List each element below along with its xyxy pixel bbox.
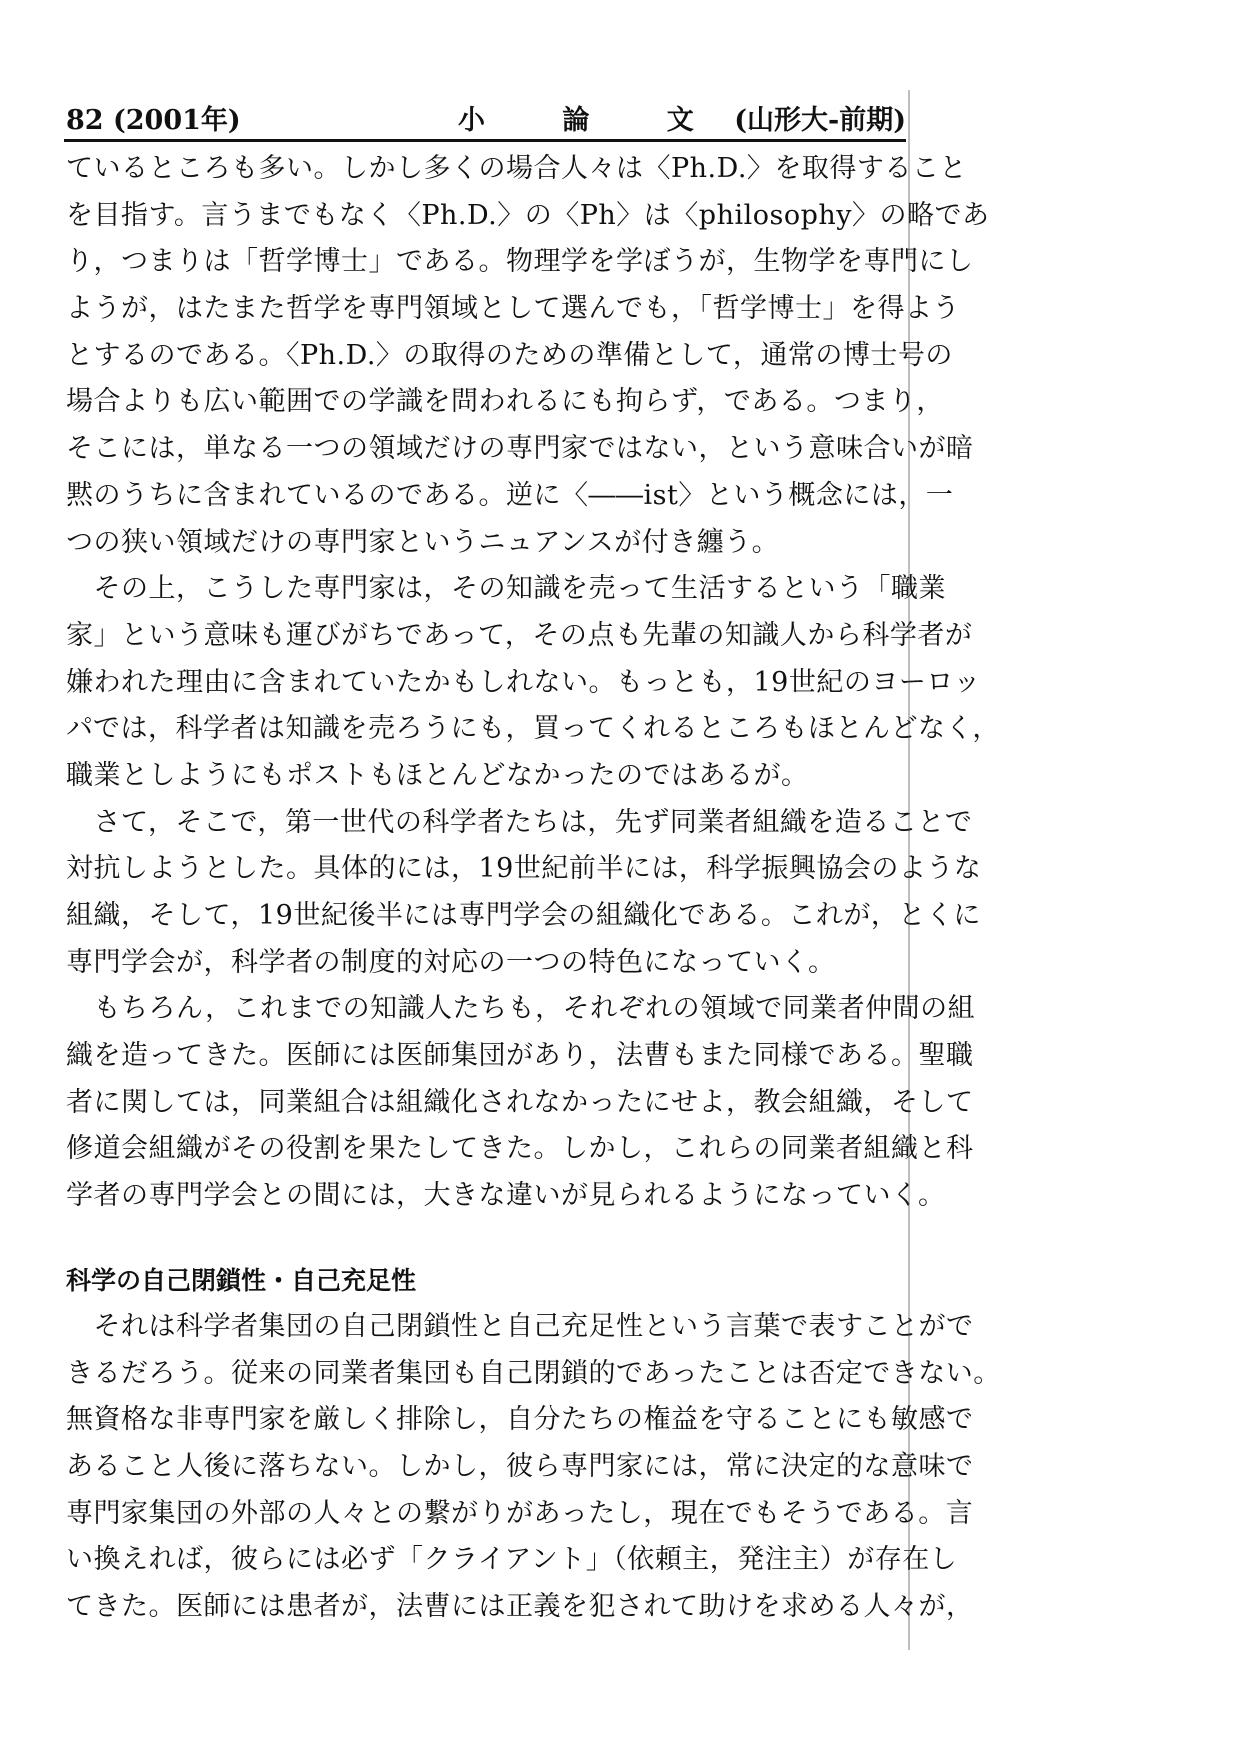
paragraph-3 [66,800,982,987]
text-line: 無資格な非専門家を厳しく排除し，自分たちの権益を守ることにも敏感で [66,1404,974,1436]
text-line: 組織，そして，19世紀後半には専門学会の組織化である。これが，とくに [66,900,981,931]
header-rule [64,139,906,142]
text-line: あること人後に落ちない。しかし，彼ら専門家には，常に決定的な意味で [66,1450,974,1482]
text-line: 家」という意味も運びがちであって，その点も先輩の知識人から科学者が [66,619,973,651]
text-line: その上，こうした専門家は，その知識を売って生活するという「職業 [66,573,946,605]
text-line: 職業としようにもポストもほとんどなかったのではあるが。 [66,759,809,791]
paragraph-4 [66,986,976,1219]
text-line: 専門学会が，科学者の制度的対応の一つの特色になっていく。 [66,946,836,978]
text-line: 学者の専門学会との間には，大きな違いが見られるようになっていく。 [66,1180,946,1212]
text-line: それは科学者集団の自己閉鎖性と自己充足性という言葉で表すことがで [66,1310,974,1342]
paragraph-1 [66,146,990,566]
text-line: 場合よりも広い範囲での学識を問われるにも拘らず，である。つまり， [66,386,944,418]
text-line: そこには，単なる一つの領域だけの専門家ではない，という意味合いが暗 [66,433,974,465]
text-line: きるだろう。従来の同業者集団も自己閉鎖的であったことは否定できない。 [66,1357,1001,1389]
text-line: つの狭い領域だけの専門家というニュアンスが付き纏う。 [66,526,780,558]
section-gap [66,1220,906,1258]
text-line: を目指す。言うまでもなく〈Ph.D.〉の〈Ph〉は〈philosophy〉の略であ [66,199,990,231]
text-line: さて，そこで，第一世代の科学者たちは，先ず同業者組織を造ることで [66,806,973,838]
text-line: ているところも多い。しかし多くの場合人々は〈Ph.D.〉を取得すること [66,153,967,184]
university-label: (山形大-前期) [734,105,906,136]
text-line: 対抗しようとした。具体的には，19世紀前半には，科学振興協会のような [66,853,982,885]
text-line: 織を造ってきた。医師には医師集団があり，法曹もまた同様である。聖職 [66,1040,974,1072]
text-line: 嫌われた理由に含まれていたかもしれない。もっとも，19世紀のヨーロッ [66,666,981,698]
main-text [66,146,1001,1631]
text-line: 黙のうちに含まれているのである。逆に〈――ist〉という概念には，一 [66,479,954,511]
section-paragraph [66,1304,1001,1631]
text-line: 専門家集団の外部の人々との繋がりがあったし，現在でもそうである。言 [66,1497,974,1529]
text-line: とするのである。〈Ph.D.〉の取得のための準備として，通常の博士号の [66,339,953,371]
scan-edge-noise [908,90,910,1650]
text-line: てきた。医師には患者が，法曹には正義を犯されて助けを求める人々が， [66,1590,974,1622]
page-number-year: 82 (2001年) [66,105,241,136]
running-header [66,98,906,138]
text-line: もちろん，これまでの知識人たちも，それぞれの領域で同業者仲間の組 [66,993,976,1025]
text-line: パでは，科学者は知識を売ろうにも，買ってくれるところもほとんどなく， [66,713,1000,745]
book-title: 小 論 文 [458,105,728,136]
text-line: 修道会組織がその役割を果たしてきた。しかし，これらの同業者組織と科 [66,1133,974,1165]
text-line: 者に関しては，同業組合は組織化されなかったにせよ，教会組織，そして [66,1086,974,1118]
paragraph-2 [66,566,1000,799]
text-line: り，つまりは「哲学博士」である。物理学を学ぼうが，生物学を専門にし [66,246,974,278]
text-line: い換えれば，彼らには必ず「クライアント」（依頼主，発注主）が存在し [66,1544,958,1576]
text-line: ようが，はたまた哲学を専門領域として選んでも，「哲学博士」を得よう [66,293,960,325]
section-heading: 科学の自己閉鎖性・自己充足性 [66,1265,417,1295]
